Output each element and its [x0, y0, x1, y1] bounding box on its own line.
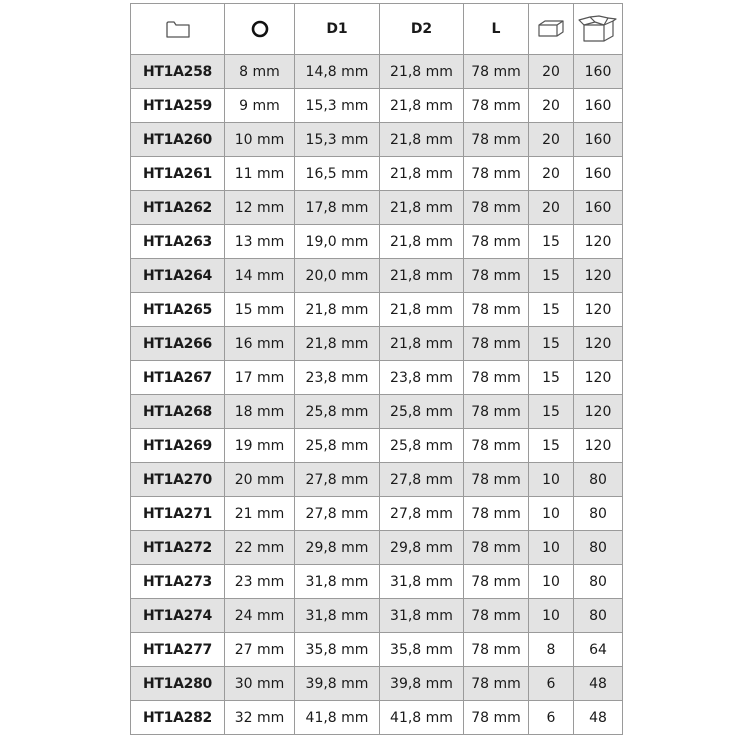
outer-pack-qty: 80	[574, 497, 623, 531]
length-value: 78 mm	[464, 599, 529, 633]
table-row	[131, 89, 623, 123]
length-value: 78 mm	[464, 395, 529, 429]
product-code: HT1A266	[131, 327, 225, 361]
table-row	[131, 701, 623, 735]
product-code: HT1A260	[131, 123, 225, 157]
size-value: 16 mm	[225, 327, 295, 361]
inner-pack-qty: 15	[529, 429, 574, 463]
table-row	[131, 497, 623, 531]
product-code: HT1A261	[131, 157, 225, 191]
d2-value: 39,8 mm	[380, 667, 464, 701]
length-value: 78 mm	[464, 463, 529, 497]
size-value: 13 mm	[225, 225, 295, 259]
size-value: 12 mm	[225, 191, 295, 225]
inner-pack-qty: 20	[529, 55, 574, 89]
d2-value: 23,8 mm	[380, 361, 464, 395]
d1-value: 16,5 mm	[295, 157, 380, 191]
table-row	[131, 259, 623, 293]
outer-pack-qty: 120	[574, 259, 623, 293]
size-value: 30 mm	[225, 667, 295, 701]
table-row	[131, 429, 623, 463]
size-value: 15 mm	[225, 293, 295, 327]
outer-pack-qty: 160	[574, 191, 623, 225]
size-value: 9 mm	[225, 89, 295, 123]
inner-pack-qty: 15	[529, 361, 574, 395]
length-value: 78 mm	[464, 633, 529, 667]
d2-value: 21,8 mm	[380, 225, 464, 259]
header-code	[131, 4, 225, 55]
header-d2: D2	[380, 4, 464, 55]
product-code: HT1A273	[131, 565, 225, 599]
product-code: HT1A277	[131, 633, 225, 667]
product-code: HT1A264	[131, 259, 225, 293]
folder-icon	[165, 19, 191, 39]
d2-value: 25,8 mm	[380, 429, 464, 463]
d1-value: 19,0 mm	[295, 225, 380, 259]
d2-value: 21,8 mm	[380, 191, 464, 225]
header-d1: D1	[295, 4, 380, 55]
product-code: HT1A282	[131, 701, 225, 735]
table-row	[131, 55, 623, 89]
d1-value: 29,8 mm	[295, 531, 380, 565]
outer-pack-qty: 80	[574, 463, 623, 497]
inner-pack-qty: 6	[529, 701, 574, 735]
d1-value: 21,8 mm	[295, 293, 380, 327]
product-code: HT1A269	[131, 429, 225, 463]
product-code: HT1A271	[131, 497, 225, 531]
d2-value: 25,8 mm	[380, 395, 464, 429]
table-row	[131, 667, 623, 701]
product-code: HT1A274	[131, 599, 225, 633]
inner-pack-qty: 20	[529, 89, 574, 123]
length-value: 78 mm	[464, 361, 529, 395]
outer-pack-qty: 80	[574, 565, 623, 599]
length-value: 78 mm	[464, 667, 529, 701]
inner-pack-qty: 20	[529, 123, 574, 157]
d1-value: 41,8 mm	[295, 701, 380, 735]
outer-pack-qty: 48	[574, 701, 623, 735]
size-value: 11 mm	[225, 157, 295, 191]
size-value: 18 mm	[225, 395, 295, 429]
length-value: 78 mm	[464, 565, 529, 599]
product-code: HT1A267	[131, 361, 225, 395]
inner-pack-qty: 15	[529, 293, 574, 327]
header-outer-pack	[574, 4, 623, 55]
inner-pack-qty: 10	[529, 565, 574, 599]
product-code: HT1A270	[131, 463, 225, 497]
inner-pack-qty: 15	[529, 259, 574, 293]
table-body	[131, 55, 623, 735]
d1-value: 31,8 mm	[295, 599, 380, 633]
outer-pack-qty: 80	[574, 599, 623, 633]
d2-value: 41,8 mm	[380, 701, 464, 735]
circle-icon	[250, 19, 270, 39]
d1-value: 14,8 mm	[295, 55, 380, 89]
length-value: 78 mm	[464, 497, 529, 531]
inner-pack-qty: 10	[529, 463, 574, 497]
d2-value: 29,8 mm	[380, 531, 464, 565]
header-size	[225, 4, 295, 55]
length-value: 78 mm	[464, 293, 529, 327]
inner-pack-qty: 20	[529, 157, 574, 191]
length-value: 78 mm	[464, 259, 529, 293]
length-value: 78 mm	[464, 701, 529, 735]
inner-pack-qty: 10	[529, 497, 574, 531]
size-value: 24 mm	[225, 599, 295, 633]
inner-pack-qty: 10	[529, 531, 574, 565]
size-value: 23 mm	[225, 565, 295, 599]
inner-pack-qty: 10	[529, 599, 574, 633]
length-value: 78 mm	[464, 327, 529, 361]
size-value: 27 mm	[225, 633, 295, 667]
d1-value: 27,8 mm	[295, 497, 380, 531]
length-value: 78 mm	[464, 157, 529, 191]
table-row	[131, 361, 623, 395]
d2-value: 31,8 mm	[380, 565, 464, 599]
header-inner-pack	[529, 4, 574, 55]
length-value: 78 mm	[464, 531, 529, 565]
d1-value: 15,3 mm	[295, 123, 380, 157]
size-value: 19 mm	[225, 429, 295, 463]
product-code: HT1A272	[131, 531, 225, 565]
product-code: HT1A258	[131, 55, 225, 89]
small-box-icon	[536, 18, 566, 40]
outer-pack-qty: 48	[574, 667, 623, 701]
d2-value: 21,8 mm	[380, 259, 464, 293]
table-row	[131, 395, 623, 429]
outer-pack-qty: 120	[574, 429, 623, 463]
header-row	[131, 4, 623, 55]
d1-value: 25,8 mm	[295, 395, 380, 429]
outer-pack-qty: 120	[574, 293, 623, 327]
product-code: HT1A268	[131, 395, 225, 429]
table-row	[131, 633, 623, 667]
outer-pack-qty: 80	[574, 531, 623, 565]
size-value: 21 mm	[225, 497, 295, 531]
inner-pack-qty: 20	[529, 191, 574, 225]
outer-pack-qty: 120	[574, 327, 623, 361]
length-value: 78 mm	[464, 225, 529, 259]
size-value: 20 mm	[225, 463, 295, 497]
d1-value: 17,8 mm	[295, 191, 380, 225]
size-value: 32 mm	[225, 701, 295, 735]
table-row	[131, 599, 623, 633]
table-header	[131, 4, 623, 55]
d2-value: 21,8 mm	[380, 327, 464, 361]
inner-pack-qty: 15	[529, 225, 574, 259]
d2-value: 21,8 mm	[380, 157, 464, 191]
d2-value: 35,8 mm	[380, 633, 464, 667]
d2-value: 21,8 mm	[380, 55, 464, 89]
d2-value: 27,8 mm	[380, 463, 464, 497]
outer-pack-qty: 120	[574, 395, 623, 429]
d1-value: 31,8 mm	[295, 565, 380, 599]
d1-value: 25,8 mm	[295, 429, 380, 463]
d2-value: 31,8 mm	[380, 599, 464, 633]
length-value: 78 mm	[464, 123, 529, 157]
table-row	[131, 191, 623, 225]
open-box-icon	[578, 14, 618, 44]
inner-pack-qty: 15	[529, 395, 574, 429]
product-code: HT1A265	[131, 293, 225, 327]
table-row	[131, 327, 623, 361]
d2-value: 27,8 mm	[380, 497, 464, 531]
table-row	[131, 157, 623, 191]
d2-value: 21,8 mm	[380, 123, 464, 157]
table-row	[131, 531, 623, 565]
outer-pack-qty: 120	[574, 361, 623, 395]
outer-pack-qty: 160	[574, 55, 623, 89]
product-code: HT1A259	[131, 89, 225, 123]
outer-pack-qty: 160	[574, 89, 623, 123]
d2-value: 21,8 mm	[380, 293, 464, 327]
d2-value: 21,8 mm	[380, 89, 464, 123]
inner-pack-qty: 15	[529, 327, 574, 361]
size-value: 17 mm	[225, 361, 295, 395]
size-value: 10 mm	[225, 123, 295, 157]
d1-value: 23,8 mm	[295, 361, 380, 395]
outer-pack-qty: 160	[574, 157, 623, 191]
outer-pack-qty: 64	[574, 633, 623, 667]
d1-value: 20,0 mm	[295, 259, 380, 293]
size-value: 8 mm	[225, 55, 295, 89]
length-value: 78 mm	[464, 55, 529, 89]
d1-value: 15,3 mm	[295, 89, 380, 123]
spec-table	[130, 3, 623, 735]
product-code: HT1A262	[131, 191, 225, 225]
d1-value: 35,8 mm	[295, 633, 380, 667]
d1-value: 21,8 mm	[295, 327, 380, 361]
table-row	[131, 225, 623, 259]
product-code: HT1A280	[131, 667, 225, 701]
product-code: HT1A263	[131, 225, 225, 259]
table-row	[131, 565, 623, 599]
outer-pack-qty: 160	[574, 123, 623, 157]
table-row	[131, 293, 623, 327]
inner-pack-qty: 8	[529, 633, 574, 667]
size-value: 22 mm	[225, 531, 295, 565]
header-length: L	[464, 4, 529, 55]
length-value: 78 mm	[464, 429, 529, 463]
table-row	[131, 123, 623, 157]
d1-value: 39,8 mm	[295, 667, 380, 701]
table-row	[131, 463, 623, 497]
d1-value: 27,8 mm	[295, 463, 380, 497]
size-value: 14 mm	[225, 259, 295, 293]
length-value: 78 mm	[464, 191, 529, 225]
inner-pack-qty: 6	[529, 667, 574, 701]
length-value: 78 mm	[464, 89, 529, 123]
outer-pack-qty: 120	[574, 225, 623, 259]
